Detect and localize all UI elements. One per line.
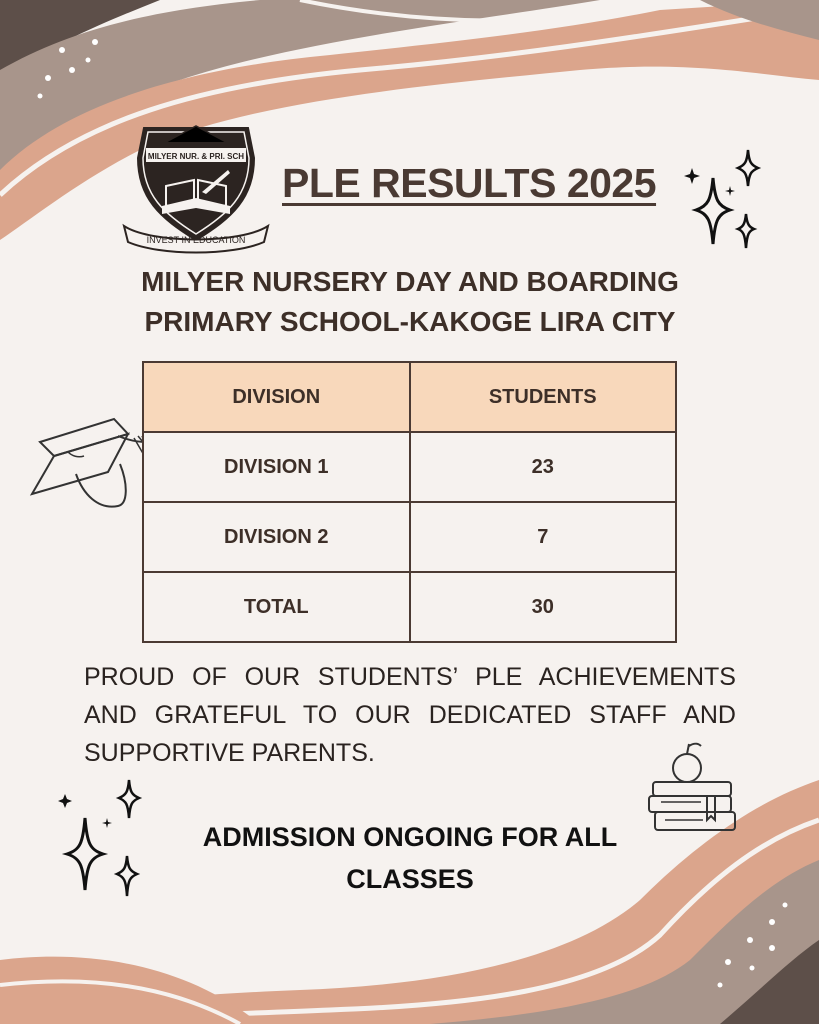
admission-line1: ADMISSION ONGOING FOR ALL (202, 822, 618, 852)
school-crest-icon (122, 118, 270, 258)
table-row (143, 572, 676, 642)
table-row (143, 502, 676, 572)
row-division: TOTAL (143, 572, 410, 642)
sparkle-icon (55, 778, 155, 903)
row-division: DIVISION 1 (143, 432, 410, 502)
results-table (142, 361, 677, 643)
row-students: 30 (410, 572, 677, 642)
row-division: DIVISION 2 (143, 502, 410, 572)
graduation-cap-icon (28, 414, 160, 516)
row-students: 23 (410, 432, 677, 502)
admission-notice (150, 816, 670, 900)
header-division: DIVISION (143, 362, 410, 432)
page-title: PLE RESULTS 2025 (282, 160, 657, 206)
school-name-line2: PRIMARY SCHOOL-KAKOGE LIRA CITY (144, 306, 676, 337)
crest-banner-text: MILYER NUR. & PRI. SCH (147, 152, 245, 161)
header-students: STUDENTS (410, 362, 677, 432)
school-name-line1: MILYER NURSERY DAY AND BOARDING (141, 266, 679, 297)
row-students: 7 (410, 502, 677, 572)
sparkle-icon (680, 148, 770, 258)
school-name (80, 262, 740, 342)
achievement-message: PROUD OF OUR STUDENTS’ PLE ACHIEVEMENTS AND GRATEFUL TO OUR DEDICATED STAFF AND SUPPORTIVE PARENTS. (84, 663, 736, 767)
admission-line2: CLASSES (346, 864, 474, 894)
crest-motto-text: INVEST IN EDUCATION (146, 235, 246, 245)
table-header-row (143, 362, 676, 432)
table-row (143, 432, 676, 502)
